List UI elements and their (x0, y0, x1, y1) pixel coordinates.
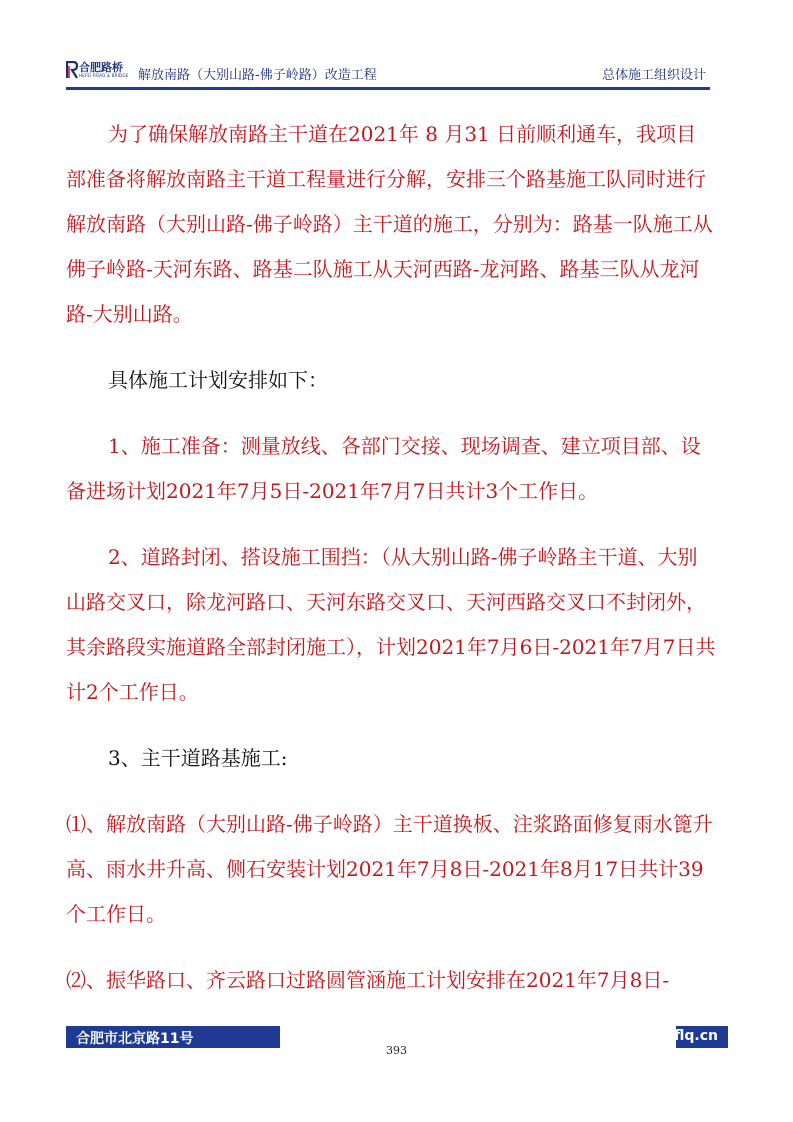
body-content (66, 112, 716, 1003)
page-header (66, 56, 710, 90)
header-divider (66, 87, 710, 90)
project-title: 解放南路（大别山路-佛子岭路）改造工程 (138, 68, 377, 83)
logo-text-cn: 合肥路桥 (79, 61, 123, 74)
footer-website: www.hflq.cn (620, 1028, 718, 1044)
paragraph-step-3: 3、主干道路基施工: (108, 746, 288, 770)
paragraph-intro: 为了确保解放南路主干道在2021年 8 月31 日前顺利通车，我项目部准备将解放南路主干道工程量进行分解，安排三个路基施工队同时进行解放南路（大别山路-佛子岭路）主干道的施工，分别为：路基一队施工从佛子岭路-天河东路、路基二队施工从天河西路-龙河路、路基三队从龙河路-大别山路。 (66, 122, 713, 326)
logo-text-en: HEFEI ROAD & BRIDGE (79, 73, 129, 78)
page-number: 393 (386, 1044, 407, 1057)
document-title: 总体施工组织设计 (601, 68, 706, 83)
paragraph-substep-2: ⑵、振华路口、齐云路口过路圆管涵施工计划安排在2021年7月8日- (66, 968, 670, 992)
footer-address: 合肥市北京路11号 (76, 1031, 194, 1047)
company-logo (66, 59, 129, 83)
paragraph-substep-1: ⑴、解放南路（大别山路-佛子岭路）主干道换板、注浆路面修复雨水篦升高、雨水井升高、侧石安装计划2021年7月8日-2021年8月17日共计39个工作日。 (66, 812, 713, 926)
logo-mark-icon (66, 61, 78, 79)
paragraph-step-1: 1、施工准备：测量放线、各部门交接、现场调查、建立项目部、设备进场计划2021年7月5日-2021年7月7日共计3个工作日。 (66, 434, 701, 503)
paragraph-step-2: 2、道路封闭、搭设施工围挡：（从大别山路-佛子岭路主干道、大别山路交叉口，除龙河路口、天河东路交叉口、天河西路交叉口不封闭外，其余路段实施道路全部封闭施工），计划2021年7月6日-2021年7月7日共计2个工作日。 (66, 545, 716, 704)
paragraph-plan-heading: 具体施工计划安排如下： (108, 368, 328, 392)
